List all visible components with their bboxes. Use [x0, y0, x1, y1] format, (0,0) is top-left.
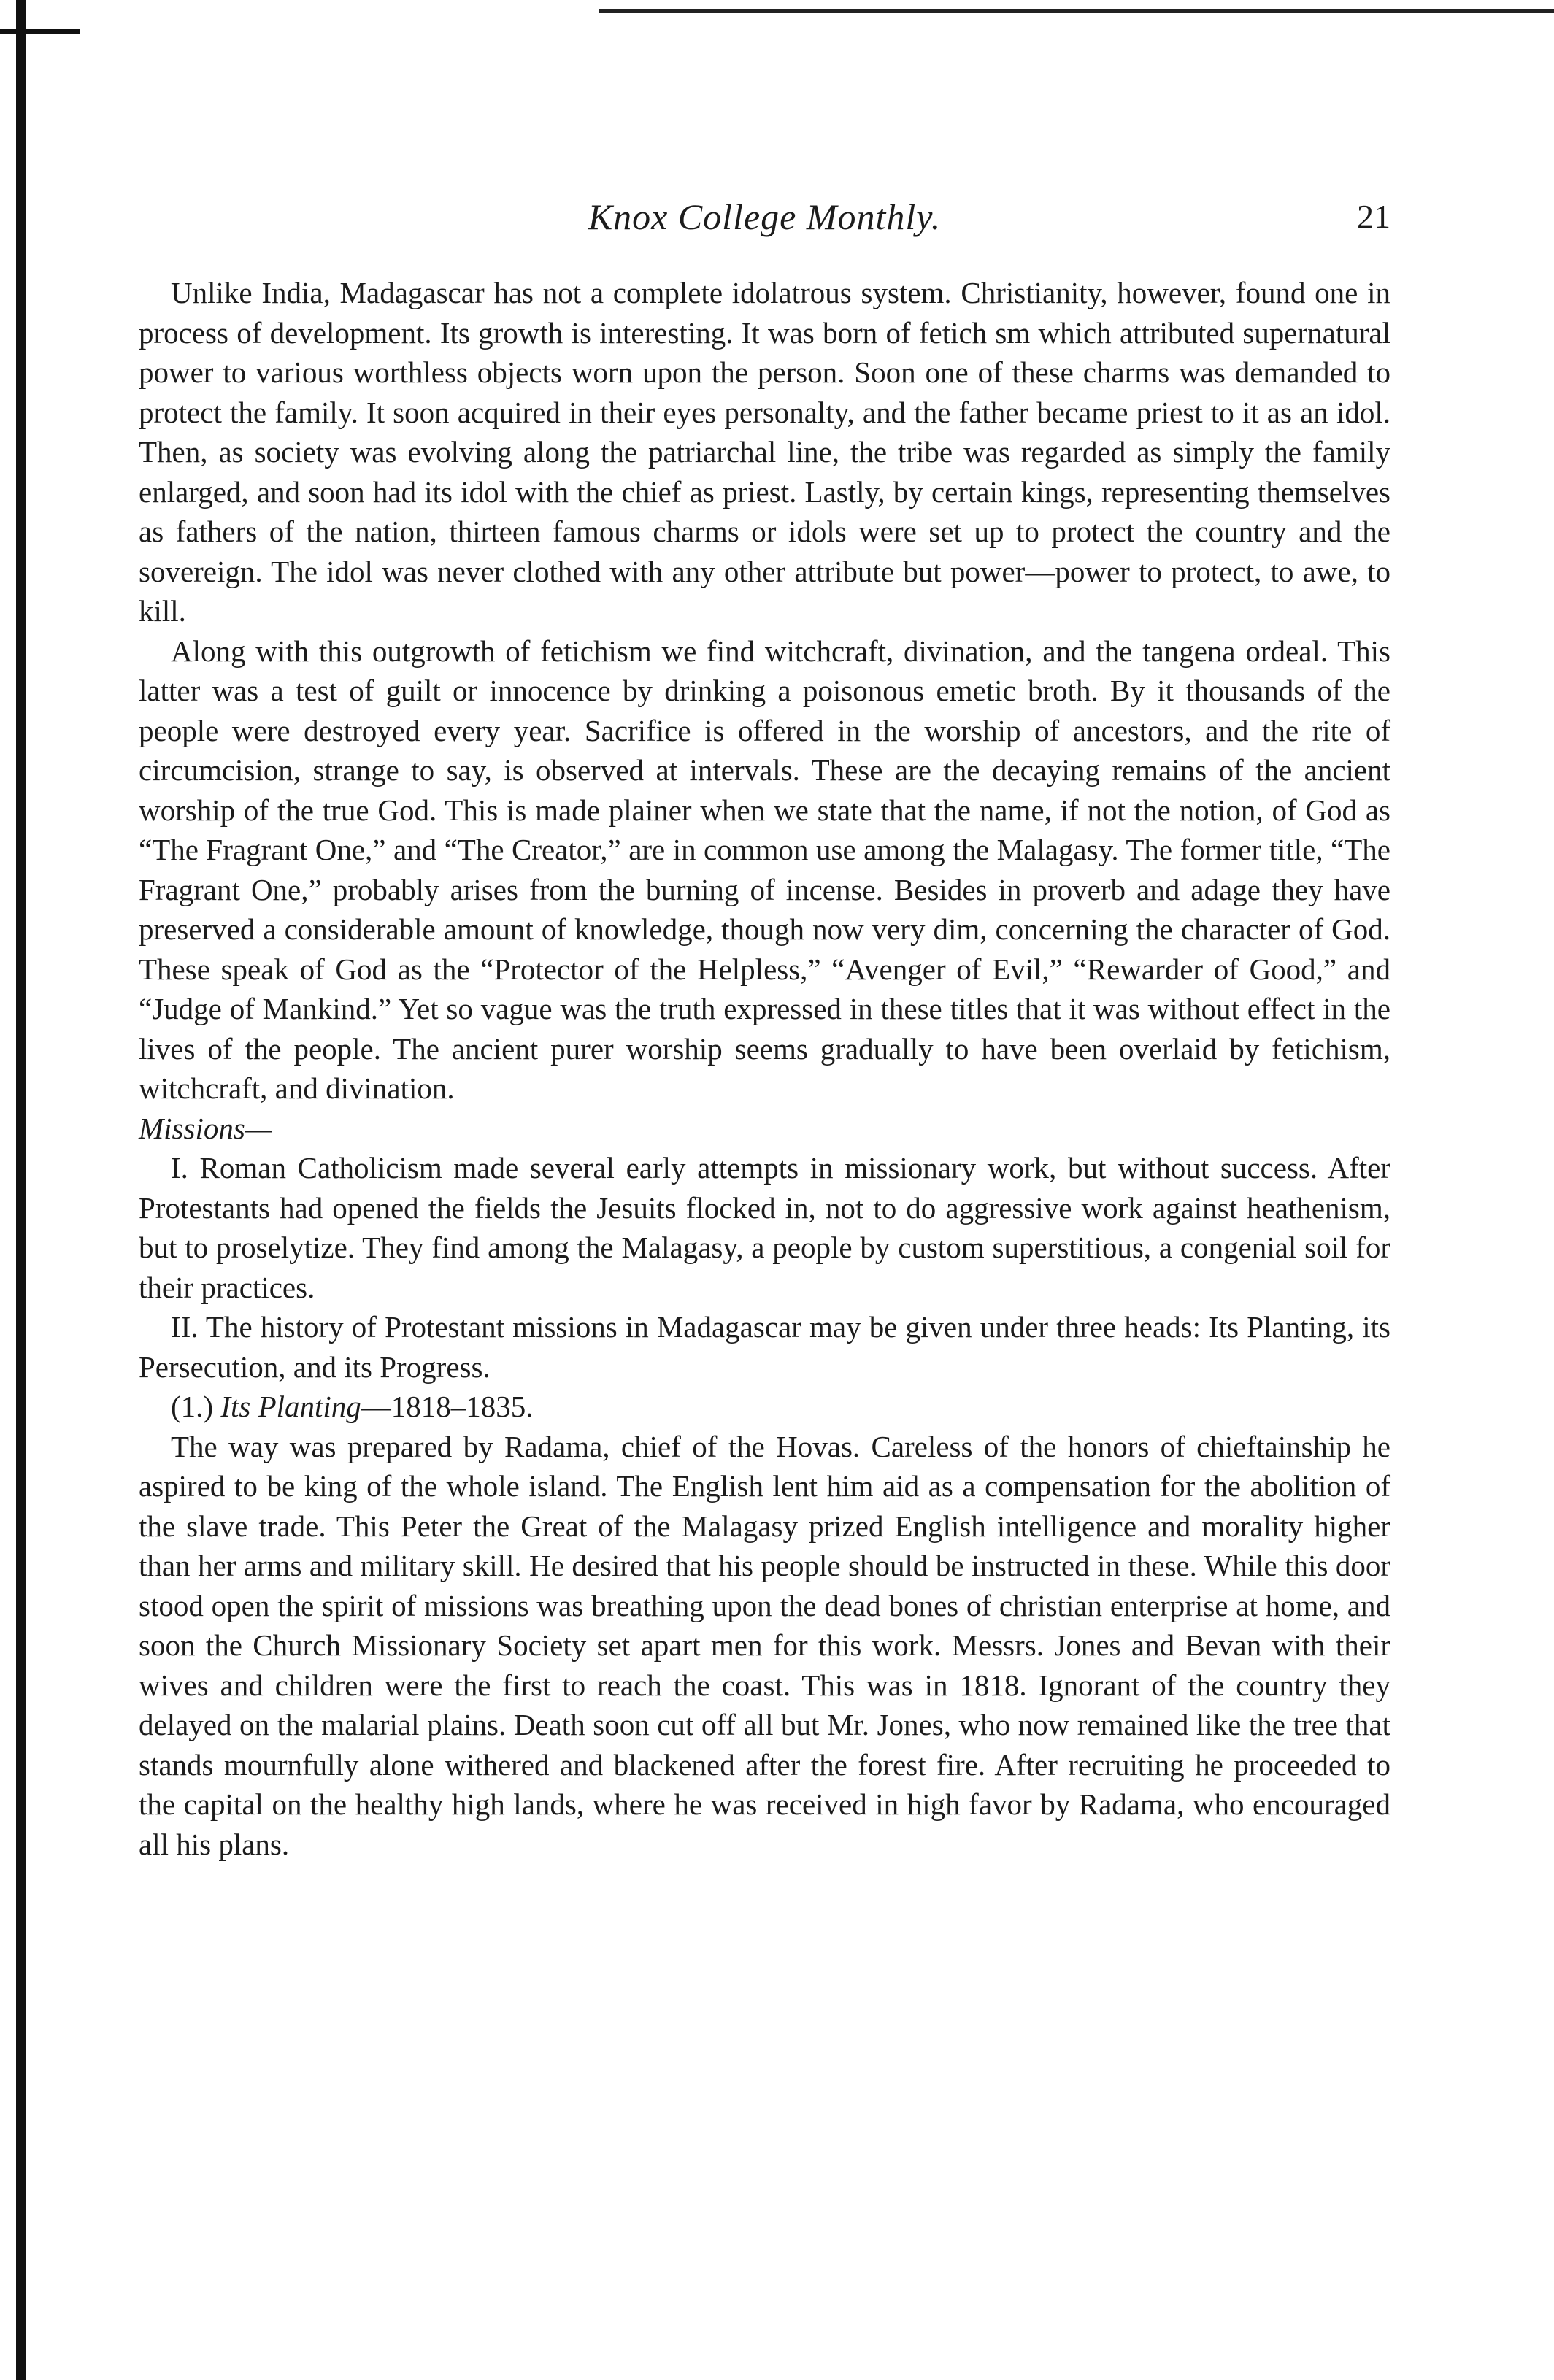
running-head — [139, 196, 1390, 254]
top-rule — [599, 9, 1554, 13]
paragraph: The way was prepared by Radama, chief of the Hovas. Careless of the honors of chieftainship he aspired to be king of the whole island. The English lent him aid as a compensation for the abolition of the slave trade. This Peter the Great of the Malagasy prized English intelligence and morality higher than her arms and military skill. He desired that his people should be instructed in these. While this door stood open the spirit of missions was breathing upon the dead bones of christian enterprise at home, and soon the Church Missionary Society set apart men for this work. Messrs. Jones and Bevan with their wives and children were the first to reach the coast. This was in 1818. Ignorant of the country they delayed on the malarial plains. Death soon cut off all but Mr. Jones, who now remained like the tree that stands mournfully alone withered and blackened after the forest fire. After recruiting he proceeded to the capital on the healthy high lands, where he was received in high favor by Radama, who encouraged all his plans. — [139, 1429, 1390, 1861]
paragraph: II. The history of Protestant missions in Madagascar may be given under three heads: Its Planting, its Persecution, and its Progress. — [139, 1310, 1390, 1384]
page-number: 21 — [1357, 198, 1390, 235]
binding-edge — [16, 0, 26, 2380]
subheading-planting — [139, 1387, 1390, 1427]
subheading-title: Its Planting — [220, 1390, 361, 1423]
page — [139, 196, 1390, 1864]
binding-tick — [0, 29, 80, 34]
paragraph: I. Roman Catholicism made several early attempts in missionary work, but without success. After Protestants had opened the fields the Jesuits flocked in, not to do aggressive work against heathenism, but to proselytize. They find among the Malagasy, a people by custom superstitious, a congenial soil for their practices. — [139, 1151, 1390, 1304]
subheading-number: (1.) — [171, 1390, 214, 1423]
paragraph: Along with this outgrowth of fetichism we find witchcraft, divination, and the tangena ordeal. This latter was a test of guilt or innocence by drinking a poisonous emetic broth. By it thousands of the people were destroyed every year. Sacrifice is offered in the worship of ancestors, and the rite of circumcision, strange to say, is observed at intervals. These are the decaying remains of the ancient worship of the true God. This is made plainer when we state that the name, if not the notion, of God as “The Fragrant One,” and “The Creator,” are in common use among the Malagasy. The former title, “The Fragrant One,” probably arises from the burning of incense. Besides in proverb and adage they have preserved a considerable amount of knowledge, though now very dim, concerning the character of God. These speak of God as the “Protector of the Helpless,” “Avenger of Evil,” “Rewarder of Good,” and “Judge of Mankind.” Yet so vague was the truth expressed in these titles that it was without effect in the lives of the people. The ancient purer worship seems gradually to have been overlaid by fetichism, witchcraft, and divination. — [139, 633, 1390, 1105]
subheading-dates: —1818–1835. — [361, 1390, 534, 1423]
article-body — [139, 273, 1390, 1864]
paragraph: Unlike India, Madagascar has not a complete idolatrous system. Christianity, however, found one in process of development. Its growth is interesting. It was born of fetich sm which attributed supernatural power to various worthless objects worn upon the person. Soon one of these charms was demanded to protect the family. It soon acquired in their eyes personalty, and the father became priest to it as an idol. Then, as society was evolving along the patriarchal line, the tribe was regarded as simply the family enlarged, and soon had its idol with the chief as priest. Lastly, by certain kings, representing themselves as fathers of the nation, thirteen famous charms or idols were set up to protect the country and the sovereign. The idol was never clothed with any other attribute but power—power to protect, to awe, to kill. — [139, 276, 1390, 628]
section-heading-missions: Missions— — [139, 1111, 272, 1145]
journal-title: Knox College Monthly. — [588, 196, 942, 237]
